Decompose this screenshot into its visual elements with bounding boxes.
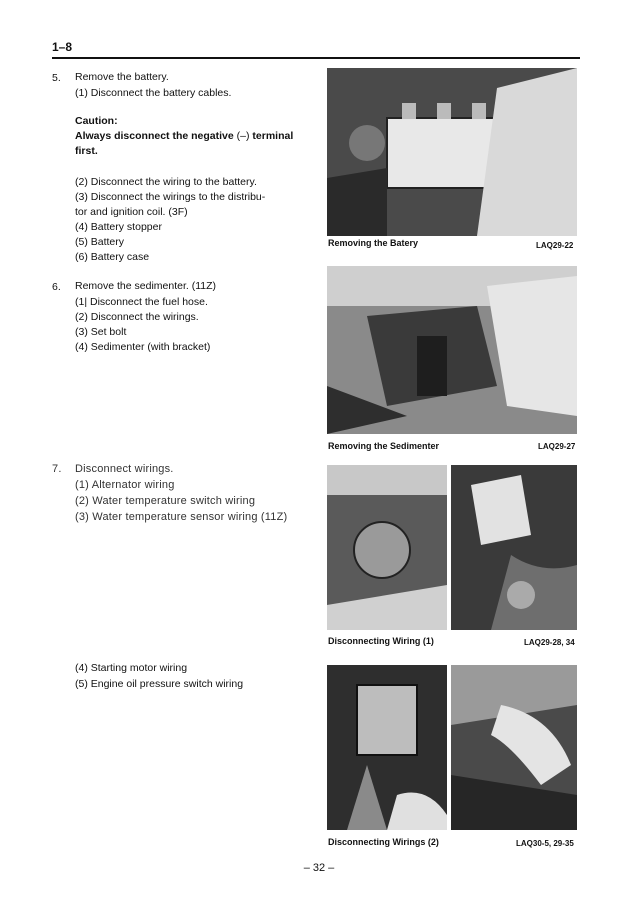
step-7-title: Disconnect wirings. (75, 463, 174, 475)
step-5-item: tor and ignition coil. (3F) (75, 206, 188, 218)
step-5-item: (5) Battery (75, 236, 125, 248)
step-7-item: (4) Starting motor wiring (75, 662, 188, 674)
step-6-number: 6. (52, 281, 61, 293)
caution-label: Caution: (75, 115, 118, 127)
step-5-item: (4) Battery stopper (75, 221, 162, 233)
sedimenter-removal-photo (327, 266, 577, 434)
step-6-item: (1| Disconnect the fuel hose. (75, 296, 208, 308)
step-5-title: Remove the battery. (75, 71, 169, 83)
page-reference: 1–8 (52, 40, 73, 54)
step-5-item: (3) Disconnect the wirings to the distribu- (75, 191, 266, 203)
figure-code: LAQ29-28, 34 (524, 638, 575, 647)
caution-text-part-1: Always disconnect the negative (75, 130, 234, 142)
figure-code: LAQ30-5, 29-35 (516, 839, 574, 848)
step-6-item: (4) Sedimenter (with bracket) (75, 341, 211, 353)
caution-text-line-2: first. (75, 145, 98, 157)
step-7-number: 7. (52, 463, 62, 475)
page-number-footer: – 32 – (303, 862, 335, 874)
figure-caption: Removing the Batery (328, 238, 419, 248)
caution-text-part-2: terminal (252, 130, 294, 142)
caution-symbol: (–) (236, 130, 250, 142)
caution-text (75, 129, 293, 144)
step-7-item: (5) Engine oil pressure switch wiring (75, 678, 244, 690)
battery-removal-photo (327, 68, 577, 236)
step-7-item: (3) Water temperature sensor wiring (11Z) (75, 511, 288, 523)
step-6-item: (3) Set bolt (75, 326, 127, 338)
step-5-item: (6) Battery case (75, 251, 150, 263)
wiring-1-photo-right (451, 465, 577, 630)
step-7-item: (2) Water temperature switch wiring (75, 495, 256, 507)
figure-caption: Removing the Sedimenter (328, 441, 440, 451)
top-rule (52, 57, 580, 59)
wiring-2-photo-left (327, 665, 447, 830)
figure-caption: Disconnecting Wirings (2) (328, 837, 439, 847)
figure-code: LAQ29-27 (538, 442, 576, 451)
wiring-2-photo-right (451, 665, 577, 830)
step-7-item: (1) Alternator wiring (75, 479, 175, 491)
step-6-title: Remove the sedimenter. (11Z) (75, 280, 217, 292)
figure-code: LAQ29-22 (536, 241, 574, 250)
step-6-item: (2) Disconnect the wirings. (75, 311, 199, 323)
step-5-item: (2) Disconnect the wiring to the battery. (75, 176, 257, 188)
wiring-1-photo-left (327, 465, 447, 630)
figure-caption: Disconnecting Wiring (1) (328, 636, 434, 646)
step-5-number: 5. (52, 72, 61, 84)
step-5-sub-1: (1) Disconnect the battery cables. (75, 87, 232, 99)
